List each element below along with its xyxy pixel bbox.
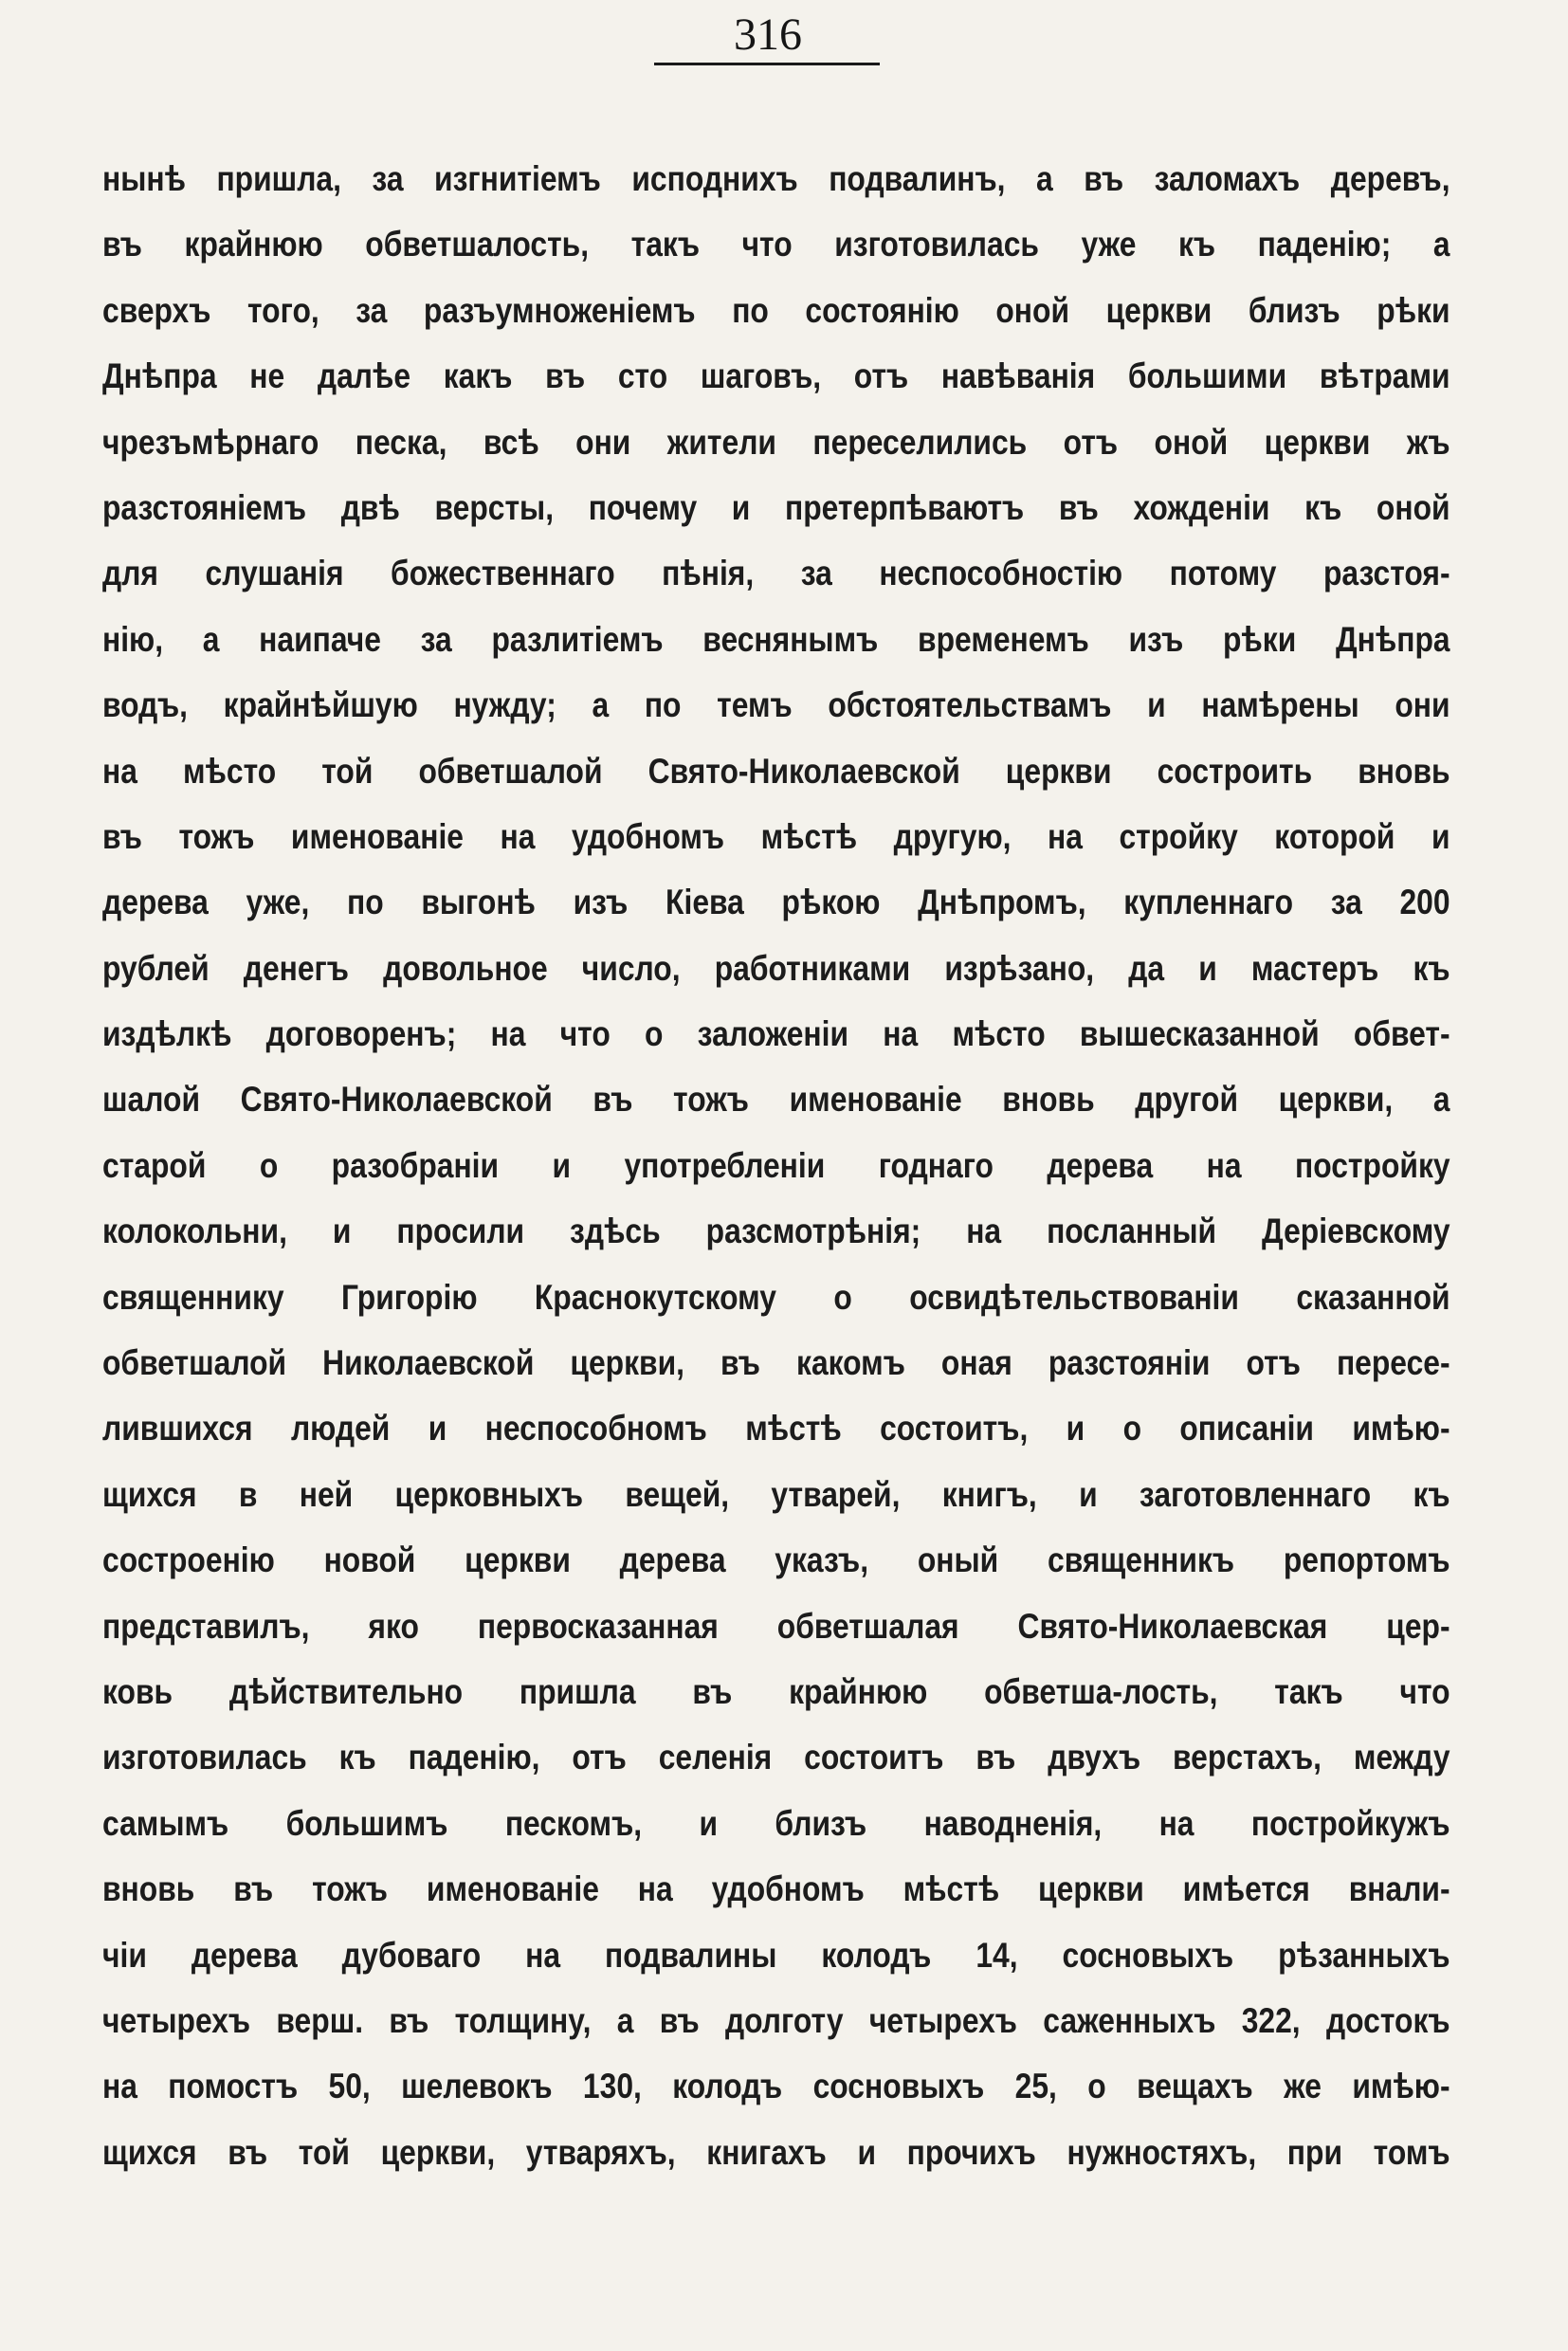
text-line: колокольни, и просили здѣсь разсмотрѣнія; на посланный Деріевскому: [102, 1212, 1450, 1251]
text-line: самымъ большимъ пескомъ, и близъ наводненія, на постройкужъ: [102, 1803, 1450, 1843]
text-line: обветшалой Николаевской церкви, въ какомъ оная разстояніи отъ пересе-: [102, 1343, 1450, 1383]
text-line: ковь дѣйствительно пришла въ крайнюю обветша-лость, такъ что: [102, 1671, 1450, 1711]
text-line: щихся в ней церковныхъ вещей, утварей, книгъ, и заготовленнаго къ: [102, 1474, 1450, 1514]
text-line: нію, а наипаче за разлитіемъ веснянымъ временемъ изъ рѣки Днѣпра: [102, 619, 1450, 659]
text-line: четырехъ верш. въ толщину, а въ долготу четырехъ саженныхъ 322, достокъ: [102, 2000, 1450, 2040]
text-line: въ тожъ именованіе на удобномъ мѣстѣ другую, на стройку которой и: [102, 816, 1450, 856]
text-line: священнику Григорію Краснокутскому о освидѣтельствованіи сказанной: [102, 1277, 1450, 1317]
text-line: Днѣпра не далѣе какъ въ сто шаговъ, отъ навѣванія большими вѣтрами: [102, 356, 1450, 396]
header-rule: [654, 63, 880, 65]
text-line: старой о разобраніи и употребленіи годнаго дерева на постройку: [102, 1145, 1450, 1185]
text-line: чіи дерева дубоваго на подвалины колодъ 14, сосновыхъ рѣзанныхъ: [102, 1935, 1450, 1975]
text-line: на помостъ 50, шелевокъ 130, колодъ сосновыхъ 25, о вещахъ же имѣю-: [102, 2067, 1450, 2106]
text-line: дерева уже, по выгонѣ изъ Кіева рѣкою Днѣпромъ, купленнаго за 200: [102, 883, 1450, 922]
text-line: чрезъмѣрнаго песка, всѣ они жители переселились отъ оной церкви жъ: [102, 422, 1450, 462]
text-line: рублей денегъ довольное число, работниками изрѣзано, да и мастеръ къ: [102, 948, 1450, 988]
text-line: вновь въ тожъ именованіе на удобномъ мѣстѣ церкви имѣется внали-: [102, 1869, 1450, 1909]
text-line: изготовилась къ паденію, отъ селенія состоитъ въ двухъ верстахъ, между: [102, 1738, 1450, 1777]
text-line: на мѣсто той обветшалой Свято-Николаевской церкви состроить вновь: [102, 751, 1450, 791]
text-line: нынѣ пришла, за изгнитіемъ исподнихъ подвалинъ, а въ заломахъ деревъ,: [102, 159, 1450, 198]
text-line: водъ, крайнѣйшую нужду; а по темъ обстоятельствамъ и намѣрены они: [102, 685, 1450, 725]
text-line: представилъ, яко первосказанная обветшалая Свято-Николаевская цер-: [102, 1606, 1450, 1646]
body-text: [102, 146, 1450, 2185]
page-number: 316: [734, 9, 802, 60]
text-line: въ крайнюю обветшалость, такъ что изготовилась уже къ паденію; а: [102, 225, 1450, 264]
text-line: состроенію новой церкви дерева указъ, оный священникъ репортомъ: [102, 1540, 1450, 1580]
text-line: для слушанія божественнаго пѣнія, за неспособностію потому разстоя-: [102, 554, 1450, 593]
text-line: шалой Свято-Николаевской въ тожъ именованіе вновь другой церкви, а: [102, 1080, 1450, 1120]
text-line: щихся въ той церкви, утваряхъ, книгахъ и прочихъ нужностяхъ, при томъ: [102, 2132, 1450, 2172]
text-line: лившихся людей и неспособномъ мѣстѣ состоитъ, и о описаніи имѣю-: [102, 1409, 1450, 1449]
text-line: издѣлкѣ договоренъ; на что о заложеніи на мѣсто вышесказанной обвет-: [102, 1014, 1450, 1054]
text-line: разстояніемъ двѣ версты, почему и претерпѣваютъ въ хожденіи къ оной: [102, 487, 1450, 527]
text-line: сверхъ того, за разъумноженіемъ по состоянію оной церкви близъ рѣки: [102, 290, 1450, 330]
